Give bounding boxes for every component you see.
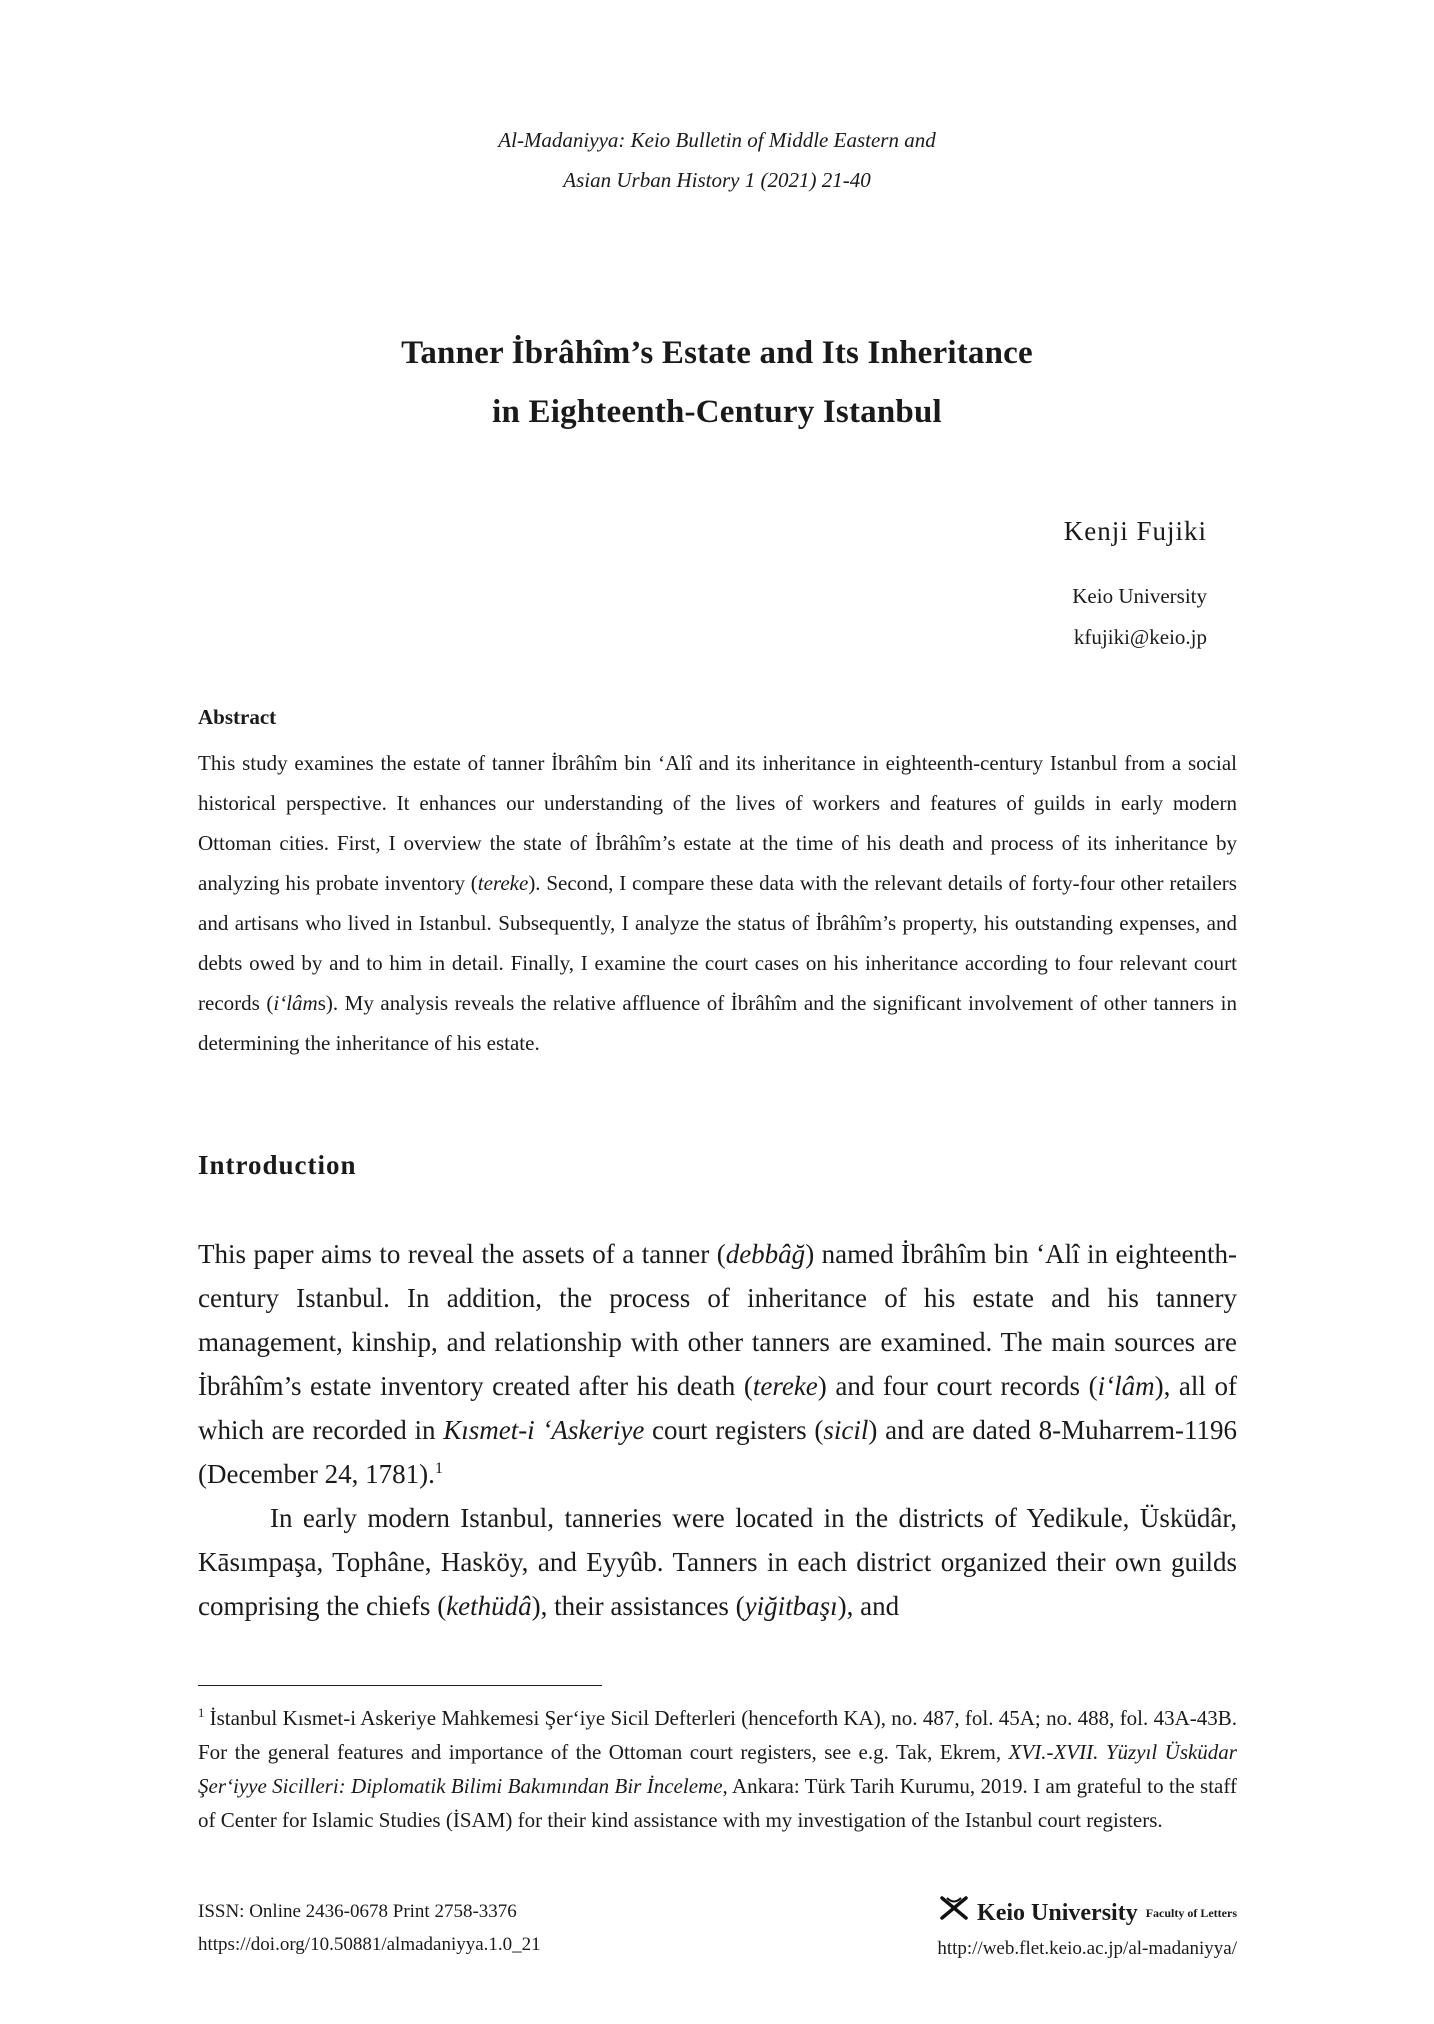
introduction-heading: Introduction <box>198 1150 357 1180</box>
logo-subtitle: Faculty of Letters <box>1145 1906 1237 1920</box>
introduction-body <box>198 1232 1237 1628</box>
intro-p1-text: ), all of which are recorded in <box>198 1371 1237 1445</box>
footnote-mark: 1 <box>198 1706 205 1720</box>
footnote-divider <box>198 1685 602 1686</box>
footnote-reference-1[interactable]: 1 <box>434 1459 444 1477</box>
footnote-text: İstanbul Kısmet-i Askeriye Mahkemesi Şer‘iye Sicil Defterleri (henceforth KA), no. 487, fol. 45A; no. 488, fol. 43A-43B. For the general features and importance of the Ottoman court registers, see e.g. Tak, Ekrem, <box>198 1706 1237 1764</box>
intro-p1-term: i‘lâm <box>1097 1371 1155 1401</box>
intro-p1-term: Kısmet-i ‘Askeriye <box>443 1415 645 1445</box>
intro-p2-term: yiğitbaşı <box>744 1591 838 1621</box>
journal-title-line-1: Al-Madaniyya: Keio Bulletin of Middle Eastern and <box>498 128 936 152</box>
footnote-1 <box>198 1701 1237 1837</box>
doi-link[interactable]: https://doi.org/10.50881/almadaniyya.1.0_21 <box>198 1934 541 1955</box>
paper-title-line-1: Tanner İbrâhîm’s Estate and Its Inheritance <box>401 335 1033 371</box>
abstract-heading: Abstract <box>198 705 277 729</box>
logo-text: Keio University <box>977 1900 1138 1926</box>
intro-p1-term: tereke <box>752 1371 818 1401</box>
journal-title-line-2: Asian Urban History 1 (2021) 21-40 <box>563 168 871 192</box>
abstract-text-1: This study examines the estate of tanner İbrâhîm bin ‘Alî and its inheritance in eighteenth-century Istanbul from a social historical perspective. It enhances our understanding of the lives of workers and features of guilds in early modern Ottoman cities. First, I overview the state of İbrâhîm’s estate at the time of his death and process of its inheritance by analyzing his probate inventory ( <box>198 751 1237 895</box>
intro-p1-text: ) and four court records ( <box>817 1371 1098 1401</box>
intro-p1-text: court registers ( <box>644 1415 824 1445</box>
intro-p1-term: debbâğ <box>725 1239 806 1269</box>
abstract-body <box>198 743 1237 1063</box>
abstract-text-3: s). My analysis reveals the relative affluence of İbrâhîm and the significant involvement of other tanners in determining the inheritance of his estate. <box>198 991 1238 1055</box>
intro-p2-text: In early modern Istanbul, tanneries were located in the districts of Yedikule, Üsküdâr, Kāsımpaşa, Tophâne, Hasköy, and Eyyûb. Tanners in each district organized their own guilds comprising the chiefs ( <box>198 1503 1237 1621</box>
intro-p2-text: ), their assistances ( <box>531 1591 745 1621</box>
author-affiliation: Keio University <box>1072 584 1207 608</box>
intro-paragraph-2 <box>198 1496 1237 1628</box>
intro-p2-text: ), and <box>837 1591 900 1621</box>
intro-paragraph-1 <box>198 1232 1237 1496</box>
footnote-text: , Ankara: Türk Tarih Kurumu, 2019. I am grateful to the staff of Center for Islamic Studies (İSAM) for their kind assistance with my investigation of the Istanbul court registers. <box>198 1774 1237 1832</box>
footnote-cited-title: XVI.-XVII. Yüzyıl Üsküdar Şer‘iyye Sicilleri: Diplomatik Bilimi Bakımından Bir İnceleme <box>198 1740 1237 1798</box>
author-email[interactable]: kfujiki@keio.jp <box>1073 625 1207 649</box>
intro-p1-term: sicil <box>823 1415 869 1445</box>
abstract-term-tereke: tereke <box>477 871 529 895</box>
paper-title-line-2: in Eighteenth-Century Istanbul <box>492 394 942 430</box>
intro-p1-text: ) named İbrâhîm bin ‘Alî in eighteenth-century Istanbul. In addition, the process of inheritance of his estate and his tannery management, kinship, and relationship with other tanners are examined. The main sources are İbrâhîm’s estate inventory created after his death ( <box>198 1239 1237 1401</box>
footer-right <box>937 1895 1237 1965</box>
author-name: Kenji Fujiki <box>1063 516 1207 546</box>
website-link[interactable]: http://web.flet.keio.ac.jp/al-madaniyya/ <box>937 1938 1237 1959</box>
intro-p1-text: ) and are dated 8-Muharrem-1196 (December 24, 1781). <box>198 1415 1238 1489</box>
pen-logo-icon <box>939 1895 969 1932</box>
intro-p1-text: This paper aims to reveal the assets of a tanner ( <box>198 1239 726 1269</box>
footer-left <box>198 1895 541 1961</box>
abstract-text-2: ). Second, I compare these data with the relevant details of forty-four other retailers and artisans who lived in Istanbul. Subsequently, I analyze the status of İbrâhîm’s property, his outstanding expenses, and debts owed by and to him in detail. Finally, I examine the court cases on his inheritance according to four relevant court records ( <box>198 871 1237 1015</box>
keio-logo <box>937 1895 1237 1932</box>
abstract-term-ilam: i‘lâm <box>273 991 318 1015</box>
intro-p2-term: kethüdâ <box>446 1591 532 1621</box>
issn: ISSN: Online 2436-0678 Print 2758-3376 <box>198 1901 517 1922</box>
